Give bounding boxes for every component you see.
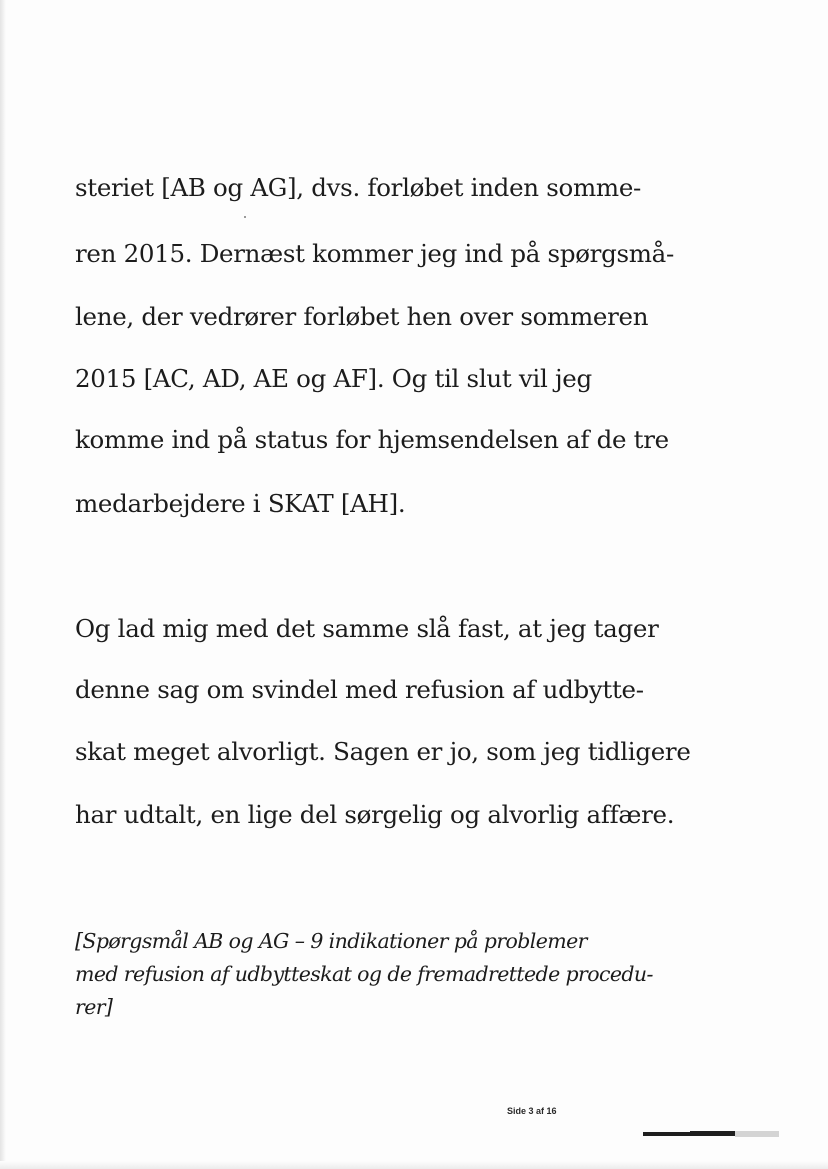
paragraph-1-line-3: lene, der vedrører forløbet hen over sommeren [75,302,649,331]
paragraph-1-line-2: ren 2015. Dernæst kommer jeg ind på spørgsmå- [75,239,674,268]
scan-edge-shadow [0,0,6,1169]
section-heading-line-3: rer] [75,995,113,1019]
section-heading-line-2: med refusion af udbytteskat og de fremadrettede procedu- [75,962,653,986]
footer-rule-light [735,1131,779,1137]
paragraph-1-line-4: 2015 [AC, AD, AE og AF]. Og til slut vil jeg [75,364,592,393]
scan-speck [244,216,246,218]
paragraph-1-line-6: medarbejdere i SKAT [AH]. [75,489,406,518]
page-number: Side 3 af 16 [507,1106,557,1116]
paragraph-2-line-1: Og lad mig med det samme slå fast, at jeg tager [75,614,659,643]
scan-bottom-shadow [0,1161,828,1169]
paragraph-2-line-3: skat meget alvorligt. Sagen er jo, som jeg tidligere [75,737,691,766]
paragraph-1-line-5: komme ind på status for hjemsendelsen af de tre [75,425,669,454]
paragraph-1-line-1: steriet [AB og AG], dvs. forløbet inden somme- [75,173,641,202]
footer-rule-dark-thick [690,1131,735,1136]
paragraph-2-line-4: har udtalt, en lige del sørgelig og alvorlig affære. [75,800,675,829]
section-heading-line-1: [Spørgsmål AB og AG – 9 indikationer på problemer [75,929,587,953]
paragraph-2-line-2: denne sag om svindel med refusion af udbytte- [75,675,644,704]
